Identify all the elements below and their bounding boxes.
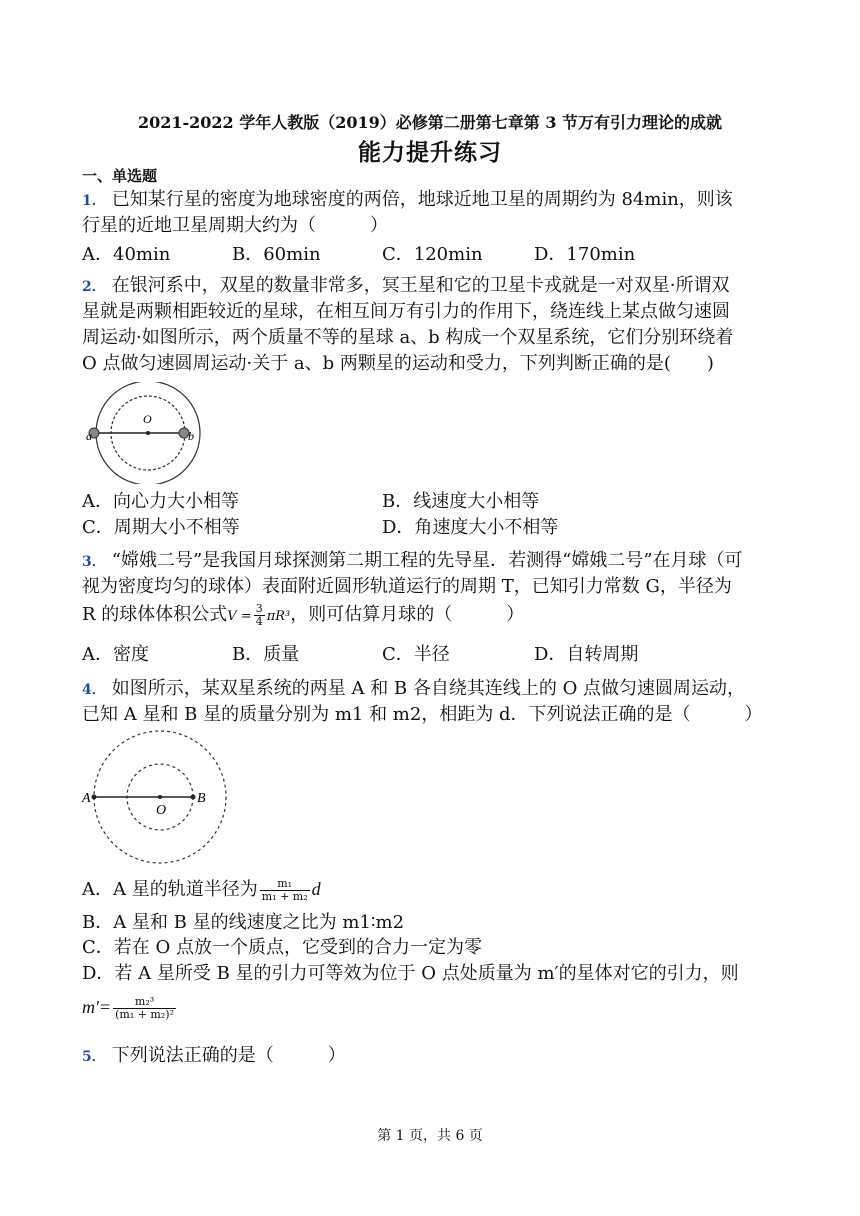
q4-binary-star-figure [80, 730, 232, 870]
q2-options [82, 487, 802, 539]
q4-option-a-num: m₁ [260, 878, 310, 891]
q4-option-b[interactable]: B．A 星和 B 星的线速度之比为 m1∶m2 [82, 912, 405, 933]
q4-option-d-fraction [113, 996, 176, 1021]
q3-options [82, 640, 802, 666]
q4-option-d-den: (m₁ + m₂)² [115, 1007, 174, 1021]
section-heading: 一、单选题 [82, 167, 158, 185]
q2-option-c[interactable]: C．周期大小不相等 [82, 517, 240, 538]
page-footer: 第 1 页，共 6 页 [377, 1128, 483, 1144]
q3-option-b[interactable]: B．质量 [232, 644, 300, 665]
q1-options [82, 240, 802, 266]
q2-option-b[interactable]: B．线速度大小相等 [382, 491, 540, 512]
q4-label-o: O [156, 803, 167, 818]
q2-label-o: O [143, 412, 152, 426]
q4-option-d[interactable]: D．若 A 星所受 B 星的引力可等效为位于 O 点处质量为 m′的星体对它的引力，则 [82, 963, 739, 984]
q2-number: 2． [82, 279, 106, 295]
q4-option-c[interactable]: C．若在 O 点放一个质点，它受到的合力一定为零 [82, 937, 482, 958]
q3-line2: 视为密度均匀的球体）表面附近圆形轨道运行的周期 T，已知引力常数 G，半径为 [82, 576, 732, 597]
q4-option-a-fraction [260, 878, 310, 903]
q2-text-1: 在银河系中，双星的数量非常多，冥王星和它的卫星卡戎就是一对双星·所谓双 [111, 275, 730, 296]
q3-option-d[interactable]: D．自转周期 [534, 644, 639, 665]
q1-line1 [82, 187, 733, 214]
q1-option-a[interactable]: A．40min [82, 244, 171, 265]
q5-line1 [82, 1043, 346, 1070]
q4-star-a [92, 795, 97, 800]
q3-formula-v: V = [227, 609, 252, 624]
q2-option-a[interactable]: A．向心力大小相等 [82, 491, 239, 512]
q2-center-point [146, 431, 150, 435]
q3-frac-num: 3 [255, 601, 263, 615]
q3-text-1: “嫦娥二号”是我国月球探测第二期工程的先导星．若测得“嫦娥二号”在月球（可 [111, 550, 743, 571]
q1-option-b[interactable]: B．60min [232, 244, 321, 265]
q3-line3 [82, 602, 524, 630]
q3-number: 3． [82, 554, 106, 570]
q1-text-1: 已知某行星的密度为地球密度的两倍，地球近地卫星的周期约为 84min，则该 [111, 189, 733, 210]
q4-star-b [191, 795, 196, 800]
q3-option-c[interactable]: C．半径 [382, 644, 450, 665]
q4-option-a-tail: d [311, 879, 321, 899]
q4-label-a: A [82, 791, 91, 806]
q2-label-a: a [86, 429, 92, 443]
q4-option-a[interactable] [82, 876, 321, 903]
q4-option-a-text: A．A 星的轨道半径为 [82, 879, 258, 900]
q2-line4: O 点做匀速圆周运动·关于 a、b 两颗星的运动和受力，下列判断正确的是( ) [82, 353, 714, 374]
q2-line2: 星就是两颗相距较近的星球，在相互间万有引力的作用下，绕连线上某点做匀速圆 [82, 301, 730, 322]
q2-line3: 周运动·如图所示，两个质量不等的星球 a、b 构成一个双星系统，它们分别环绕着 [82, 327, 734, 348]
q4-number: 4． [82, 682, 106, 698]
q3-formula-tail: πR³ [266, 609, 291, 624]
q1-number: 1． [82, 193, 106, 209]
q4-line1 [82, 676, 745, 703]
q2-option-d[interactable]: D．角速度大小不相等 [382, 517, 559, 538]
q3-text-3b: ，则可估算月球的（ ） [290, 604, 525, 625]
q1-line2: 行星的近地卫星周期大约为（ ） [82, 215, 388, 236]
q1-option-d[interactable]: D．170min [534, 244, 636, 265]
q2-binary-star-figure [78, 382, 218, 484]
q4-option-d-formula [82, 994, 178, 1021]
q3-frac-den: 4 [255, 614, 263, 628]
q4-option-a-den: m₁ + m₂ [261, 889, 308, 903]
q4-option-d-lhs: m′= [82, 997, 112, 1017]
q2-line1 [82, 273, 729, 300]
q4-center-point [158, 795, 162, 799]
q4-label-b: B [197, 791, 206, 806]
q3-option-a[interactable]: A．密度 [82, 644, 149, 665]
q3-text-3a: R 的球体体积公式 [82, 604, 228, 625]
q5-number: 5． [82, 1049, 106, 1065]
q4-text-1: 如图所示，某双星系统的两星 A 和 B 各自绕其连线上的 O 点做匀速圆周运动， [111, 678, 746, 699]
q5-text-1: 下列说法正确的是（ ） [111, 1045, 346, 1066]
q1-option-c[interactable]: C．120min [382, 244, 483, 265]
q2-label-b: b [188, 429, 194, 443]
q4-line2: 已知 A 星和 B 星的质量分别为 m1 和 m2，相距为 d．下列说法正确的是（ ） [82, 704, 763, 725]
document-title: 2021-2022 学年人教版（2019）必修第二册第七章第 3 节万有引力理论的成就 [137, 113, 723, 132]
q4-option-d-num: m₂³ [113, 996, 176, 1009]
q3-line1 [82, 548, 743, 575]
document-subtitle: 能力提升练习 [358, 139, 502, 166]
q3-formula-fraction [254, 603, 265, 628]
